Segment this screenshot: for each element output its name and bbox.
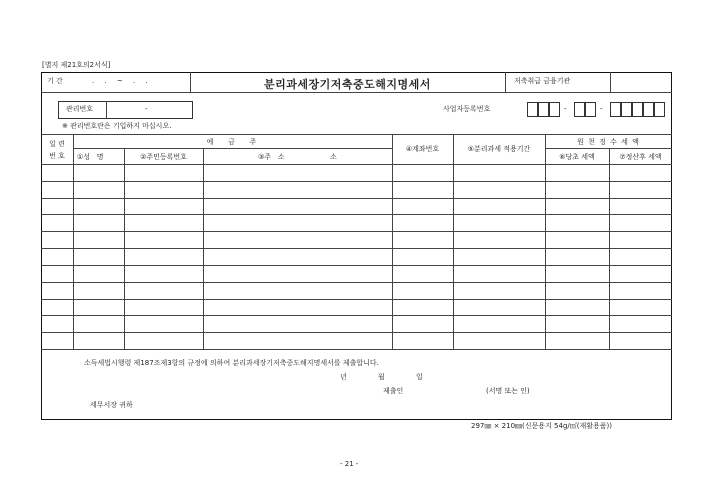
- table-row: [41, 198, 672, 199]
- date-month: 월: [378, 373, 385, 381]
- table-row: [41, 299, 672, 300]
- period-label: 기 간: [47, 77, 63, 85]
- period-value: . . ~ . .: [92, 77, 152, 85]
- brn-digit-4[interactable]: [574, 102, 585, 117]
- form-label: [별지 제21호의2서식]: [42, 61, 111, 69]
- brn-digit-10[interactable]: [654, 102, 665, 117]
- brn-digit-8[interactable]: [632, 102, 643, 117]
- date-day: 일: [416, 373, 423, 381]
- withholding-header: 원 천 징 수 세 액: [577, 138, 640, 146]
- institution-field[interactable]: [611, 73, 671, 91]
- business-number-label: 사업자등록번호: [443, 105, 491, 113]
- management-note: ※ 관리번호란은 기입하지 마십시오.: [62, 122, 172, 130]
- submitter-label: 제출인: [383, 387, 404, 395]
- brn-digit-5[interactable]: [585, 102, 596, 117]
- brn-digit-3[interactable]: [549, 102, 560, 117]
- management-label: 관리번호: [66, 105, 94, 113]
- brn-digit-1[interactable]: [527, 102, 538, 117]
- depositor-header: 예 금 주: [206, 138, 259, 146]
- brn-dash-2: -: [600, 105, 603, 113]
- date-year: 년: [340, 373, 347, 381]
- table-row: [41, 248, 672, 249]
- header-sep-2: [505, 72, 506, 92]
- serial-header: 일 련 번 호: [49, 140, 65, 160]
- account-header: ④계좌번호: [405, 145, 440, 153]
- table-header-bottom: [41, 164, 672, 165]
- col-line-serial: [73, 134, 74, 349]
- table-row: [41, 214, 672, 215]
- header-divider: [41, 92, 672, 93]
- table-bottom-line: [41, 349, 672, 350]
- depositor-sub-line: [73, 148, 392, 149]
- address-header: ③주 소: [258, 153, 285, 161]
- address-header-so: 소: [330, 153, 337, 161]
- col-line-account: [453, 134, 454, 349]
- brn-digit-2[interactable]: [538, 102, 549, 117]
- settled-tax-header: ⑦정산후 세액: [619, 153, 662, 161]
- table-row: [41, 231, 672, 232]
- management-dash: -: [145, 105, 148, 113]
- paper-spec: 297㎜ × 210㎜(신문용지 54g/㎡(재활용품)): [471, 422, 612, 430]
- table-row: [41, 315, 672, 316]
- brn-digit-9[interactable]: [643, 102, 654, 117]
- col-line-address: [392, 134, 393, 349]
- management-sep: [106, 101, 107, 119]
- table-row: [41, 265, 672, 266]
- table-row: [41, 181, 672, 182]
- col-line-period: [545, 134, 546, 349]
- name-header: ①성 명: [77, 153, 104, 161]
- page-number: - 21 -: [340, 460, 359, 468]
- brn-digit-6[interactable]: [610, 102, 621, 117]
- table-top-line: [41, 134, 672, 135]
- signature-label: (서명 또는 인): [486, 387, 530, 395]
- table-row: [41, 332, 672, 333]
- brn-digit-7[interactable]: [621, 102, 632, 117]
- brn-dash-1: -: [564, 105, 567, 113]
- table-row: [41, 282, 672, 283]
- period-header: ⑤분리과세 적용기간: [467, 145, 531, 153]
- form-title: 분리과세장기저축중도해지명세서: [264, 78, 431, 91]
- institution-label: 저축취급 금융기관: [514, 77, 571, 85]
- submission-statement: 소득세법시행령 제187조제3항의 규정에 의하여 분리과세장기저축중도해지명세서를 제출합니다.: [84, 359, 379, 367]
- addressee: 세무서장 귀하: [90, 401, 133, 409]
- rrn-header: ②주민등록번호: [140, 153, 187, 161]
- original-tax-header: ⑥당초 세액: [559, 153, 595, 161]
